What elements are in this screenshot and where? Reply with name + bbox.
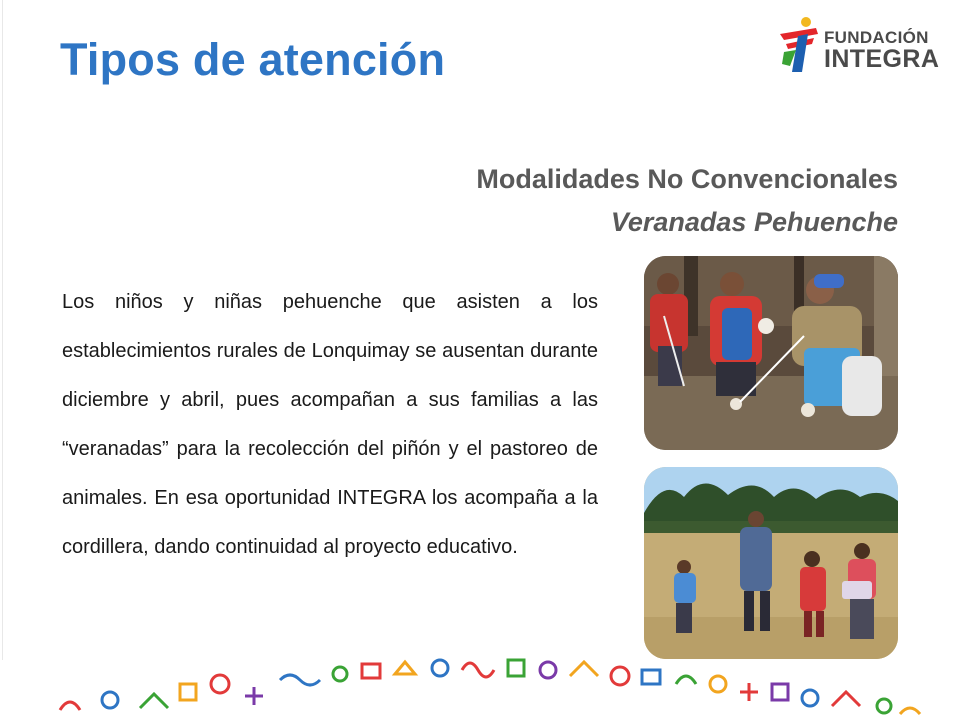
logo-line-1: FUNDACIÓN — [824, 28, 929, 47]
left-divider — [2, 0, 3, 660]
photo-women-spinning — [644, 256, 898, 450]
colorful-doodles-footer — [0, 640, 960, 720]
section-subtitle: Modalidades No Convencionales — [476, 164, 898, 194]
photo-children-meadow — [644, 467, 898, 659]
body-paragraph: Los niños y niñas pehuenche que asisten a los establecimientos rurales de Lonquimay se ausentan durante diciembre y abril, pues acompañan a sus familias a las “veranadas” para la recolección del piñón y el pastoreo de animales. En esa oportunidad INTEGRA los acompaña a la cordillera, dando continuidad al proyecto educativo. — [62, 291, 598, 558]
logo-line-2: INTEGRA — [824, 45, 940, 73]
section-subtitle-italic: Veranadas Pehuenche — [610, 207, 898, 237]
integra-figure-icon — [776, 16, 824, 74]
page-title: Tipos de atención — [60, 34, 446, 85]
fundacion-integra-logo — [776, 14, 946, 76]
